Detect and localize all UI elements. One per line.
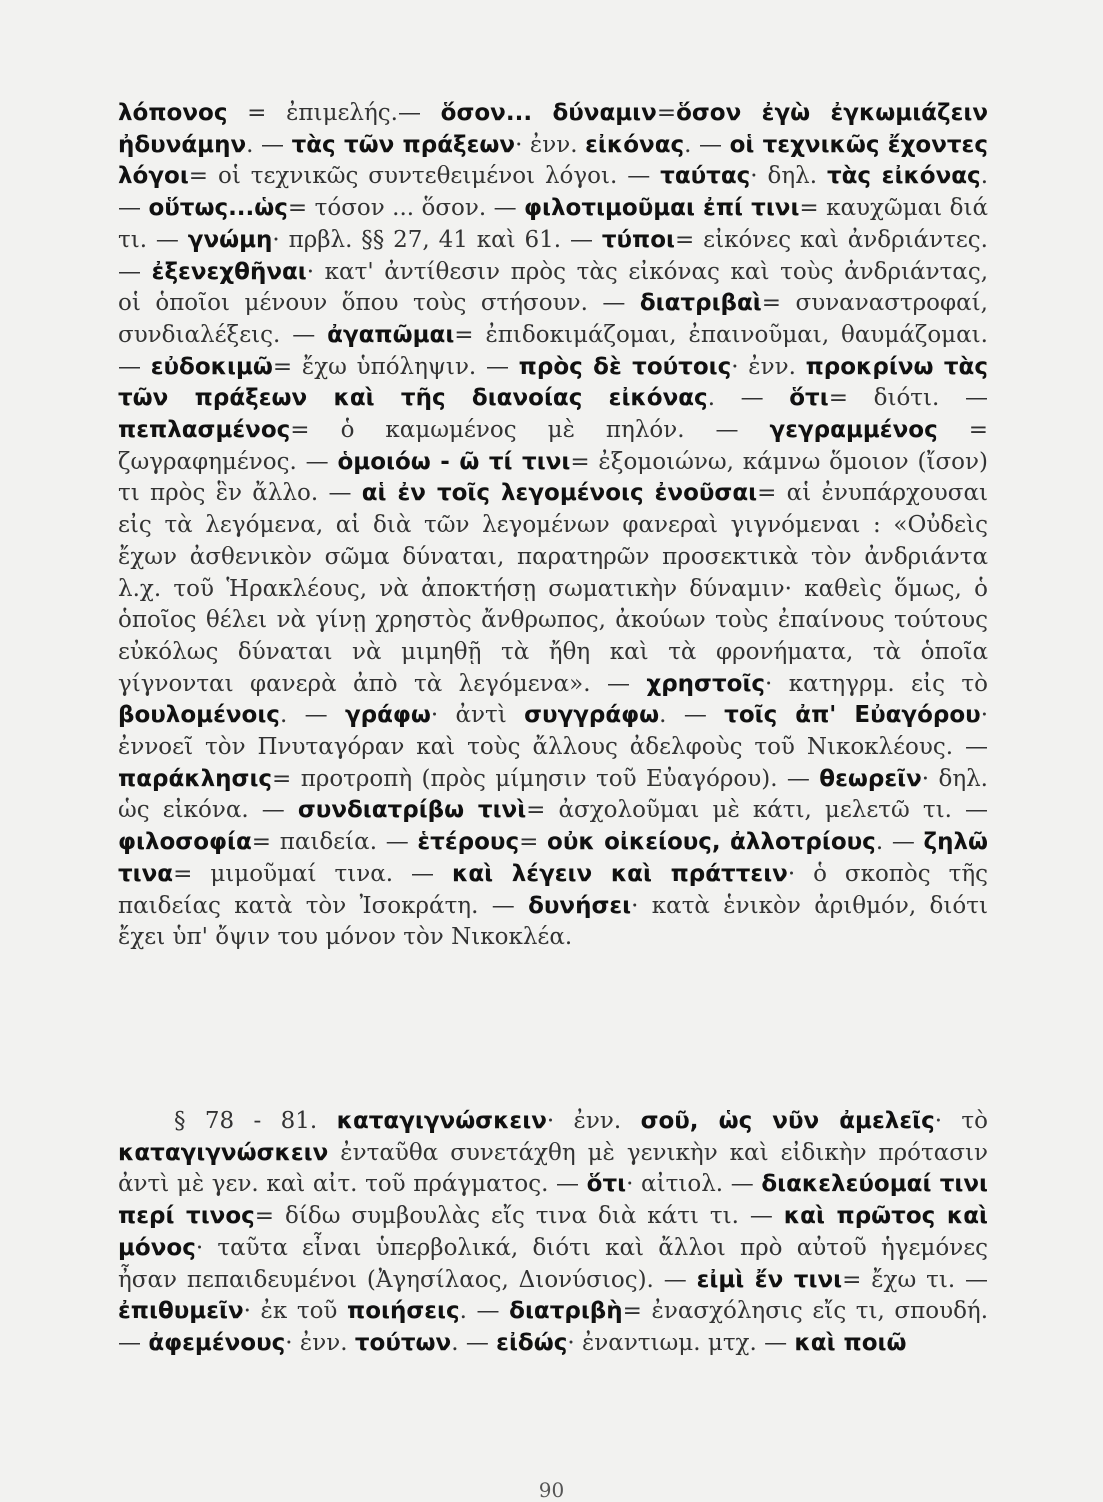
gloss-text: = συναναστροφαί, συνδιαλέξεις. — (118, 290, 988, 348)
lemma: ταύτας (660, 163, 751, 190)
lemma: λόπονος (118, 100, 228, 126)
lemma: παράκλησις (118, 765, 273, 792)
lemma: συνδιατρίβω τινὶ (297, 797, 527, 824)
gloss-text: · ταῦτα εἶναι ὑπερβολικά, διότι καὶ ἄλλοι πρὸ αὐτοῦ ἡγεμόνες ἦσαν πεπαιδευμένοι (Ἀγησίλαος, Διονύσιος). — (118, 1234, 988, 1293)
lemma: εἰδώς (496, 1329, 568, 1356)
gloss-text: · ἐνν. (515, 131, 586, 158)
lemma: ὅσον... δύναμιν (440, 100, 657, 126)
gloss-text: · ἀντὶ (430, 702, 525, 729)
lemma: εἰμὶ ἔν τινι (696, 1266, 843, 1293)
lemma: βουλομένοις (118, 702, 280, 729)
gloss-text: · κατὰ ἑνικὸν ἀριθμόν, διότι ἔχει ὑπ' ὄψιν του μόνον τὸν Νικοκλέα. (118, 892, 988, 951)
page-number: 90 (538, 1478, 565, 1502)
lemma: καταγιγνώσκειν (336, 1108, 547, 1134)
lemma: φιλοσοφία (118, 829, 252, 856)
lemma: τὰς εἰκόνας (826, 163, 981, 190)
lemma: καταγιγνώσκειν (118, 1139, 329, 1166)
gloss-text: . — (659, 702, 725, 729)
lemma: χρηστοῖς (646, 670, 766, 697)
gloss-text: . — (875, 829, 924, 856)
lemma: τοῖς ἀπ' Εὐαγόρου (724, 702, 981, 729)
lemma: αἱ ἐν τοῖς λεγομένοις ἐνοῦσαι (361, 480, 758, 507)
lemma: διατριβὴ (509, 1298, 623, 1325)
lemma: διακελεύομαί τινι περί τινος (118, 1171, 988, 1230)
gloss-text: = ἀσχολοῦμαι μὲ κάτι, μελετῶ τι. — (526, 797, 988, 824)
commentary-paragraph-1 (118, 98, 988, 954)
lemma: ἐπιθυμεῖν (118, 1298, 244, 1325)
lemma: γνώμη (187, 226, 273, 253)
gloss-text: = οἱ τεχνικῶς συντεθειμένοι λόγοι. — (188, 163, 661, 190)
lemma: φιλοτιμοῦμαι ἐπί τινι (524, 195, 800, 222)
commentary-paragraph-2 (118, 1106, 988, 1360)
lemma: ἀγαπῶμαι (327, 321, 455, 348)
gloss-text: · ἐννοεῖ τὸν Πνυταγόραν καὶ τοὺς ἄλλους ἀδελφοὺς τοῦ Νικοκλέους. — (118, 702, 988, 761)
lemma: προκρίνω τὰς τῶν πράξεων καὶ τῆς διανοίας εἰκόνας (118, 353, 988, 412)
lemma: ζηλῶ τινα (118, 829, 989, 887)
gloss-text: = (519, 829, 548, 856)
gloss-text: = ζωγραφημένος. — (118, 417, 988, 475)
gloss-text: · κατηγρμ. εἰς τὸ (765, 670, 988, 697)
gloss-text: . — (279, 702, 345, 729)
lemma: σοῦ, ὡς νῦν ἀμελεῖς (640, 1108, 935, 1134)
gloss-text: · ὁ σκοπὸς τῆς παιδείας κατὰ τὸν Ἰσοκράτη. — (118, 860, 988, 919)
gloss-text: · ἐνν. (285, 1329, 355, 1356)
lemma: ὅσον ἐγὼ ἐγκωμιάζειν ἠδυνάμην (118, 100, 989, 158)
gloss-text: = παιδεία. — (251, 829, 418, 856)
lemma: ἑτέρους (417, 829, 520, 856)
lemma: γράφω (344, 702, 431, 729)
gloss-text: . — (459, 1298, 510, 1325)
gloss-text: § 78 - 81. (174, 1108, 337, 1134)
lemma: συγγράφω (524, 702, 660, 729)
gloss-text: = αἱ ἐνυπάρχουσαι εἰς τὰ λεγόμενα, αἱ διὰ τῶν λεγομένων φανεραὶ γιγνόμεναι : «Οὐδεὶς ἔχων ἀσθενικὸν σῶμα δύναται, παρατηρῶν προσεκτικὰ τὸν ἀνδριάντα λ.χ. τοῦ Ἡρακλέους, νὰ ἀποκτήσῃ σωματικὴν δύναμιν· καθεὶς ὅμως, ὁ ὁποῖος θέλει νὰ γίνῃ χρηστὸς ἄνθρωπος, ἀκούων τοὺς ἐπαίνους τούτους εὐκόλως δύναται νὰ μιμηθῇ τὰ ἤθη καὶ τὰ φρονήματα, τὰ ὁποῖα γίγνονται φανερὰ ἀπὸ τὰ λεγόμενα». — (118, 480, 988, 697)
gloss-text: · ἐνν. (546, 1108, 641, 1134)
gloss-text: = ὁ καμωμένος μὲ πηλόν. — (290, 417, 770, 444)
gloss-text: = (656, 100, 677, 126)
gloss-text: · αἰτιολ. — (626, 1171, 762, 1198)
gloss-text: = ἐνασχόλησις εἴς τι, σπουδή. — (118, 1298, 989, 1356)
gloss-text: = προτροπὴ (πρὸς μίμησιν τοῦ Εὐαγόρου). — (272, 765, 820, 792)
lemma: εἰκόνας (585, 131, 685, 158)
gloss-text: = ἔχω ὑπόληψιν. — (272, 353, 519, 380)
gloss-text: . — (707, 385, 790, 412)
gloss-text: · δηλ. ὡς εἰκόνα. — (118, 765, 988, 824)
lemma: οὕτως...ὡς (148, 195, 288, 222)
gloss-text: · πρβλ. §§ 27, 41 καὶ 61. — (272, 226, 602, 253)
lemma: ὁμοιόω - ῶ τί τινι (337, 448, 571, 475)
lemma: ὅτι (789, 385, 829, 412)
gloss-text: = μιμοῦμαί τινα. — (173, 860, 452, 887)
lemma: δυνήσει (528, 892, 632, 919)
gloss-text: = ἐπιδοκιμάζομαι, ἐπαινοῦμαι, θαυμάζομαι. — (118, 321, 988, 380)
lemma: θεωρεῖν (819, 765, 922, 792)
lemma: οἱ τεχνικῶς ἔχοντες λόγοι (118, 131, 988, 190)
lemma: εὐδοκιμῶ (150, 353, 273, 380)
gloss-text: · δηλ. (750, 163, 827, 190)
gloss-text: . — (118, 163, 988, 222)
gloss-text: . — (684, 131, 730, 158)
gloss-text: · ἐκ τοῦ (243, 1298, 347, 1325)
gloss-text: · ἐνν. (731, 353, 806, 380)
lemma: πεπλασμένος (118, 417, 291, 444)
lemma: ποιήσεις (347, 1298, 460, 1325)
gloss-text: = ἐξομοιώνω, κάμνω ὅμοιον (ἴσον) τι πρὸς ἓν ἄλλο. — (118, 448, 988, 507)
gloss-text: · κατ' ἀντίθεσιν πρὸς τὰς εἰκόνας καὶ τοὺς ἀνδριάντας, οἱ ὁποῖοι μένουν ὅπου τοὺς στήσουν. — (118, 258, 989, 317)
lemma: καὶ ποιῶ (794, 1329, 907, 1356)
gloss-text: . — (246, 131, 292, 158)
lemma: ἀφεμένους (148, 1329, 286, 1356)
gloss-text: = ἔχω τι. — (842, 1266, 989, 1293)
lemma: ὅτι (586, 1171, 627, 1198)
gloss-text: = διότι. — (828, 385, 988, 412)
gloss-text: ἐνταῦθα συνετάχθη μὲ γενικὴν καὶ εἰδικὴν πρότασιν ἀντὶ μὲ γεν. καὶ αἰτ. τοῦ πράγματος. — (118, 1139, 988, 1198)
gloss-text: · ἐναντιωμ. μτχ. — (567, 1329, 795, 1356)
lemma: διατριβαὶ (639, 290, 762, 317)
lemma: γεγραμμένος (769, 417, 938, 444)
gloss-text: · τὸ (934, 1108, 988, 1134)
gloss-text: = ἐπιμελής.— (227, 100, 441, 126)
gloss-text: = τόσον ... ὅσον. — (287, 195, 525, 222)
gloss-text: = δίδω συμβουλὰς εἴς τινα διὰ κάτι τι. — (254, 1203, 784, 1230)
gloss-text: . — (451, 1329, 497, 1356)
lemma: τούτων (354, 1329, 452, 1356)
lemma: τύποι (601, 226, 676, 253)
lemma: πρὸς δὲ τούτοις (518, 353, 732, 380)
lemma: καὶ πρῶτος καὶ μόνος (118, 1203, 989, 1261)
lemma: τὰς τῶν πράξεων (291, 131, 516, 158)
gloss-text: = εἰκόνες καὶ ἀνδριάντες. — (118, 226, 988, 285)
gloss-text: = καυχῶμαι διά τι. — (118, 195, 989, 253)
lemma: οὐκ οἰκείους, ἀλλοτρίους (547, 829, 876, 856)
lemma: καὶ λέγειν καὶ πράττειν (451, 860, 788, 887)
lemma: ἐξενεχθῆναι (151, 258, 307, 285)
